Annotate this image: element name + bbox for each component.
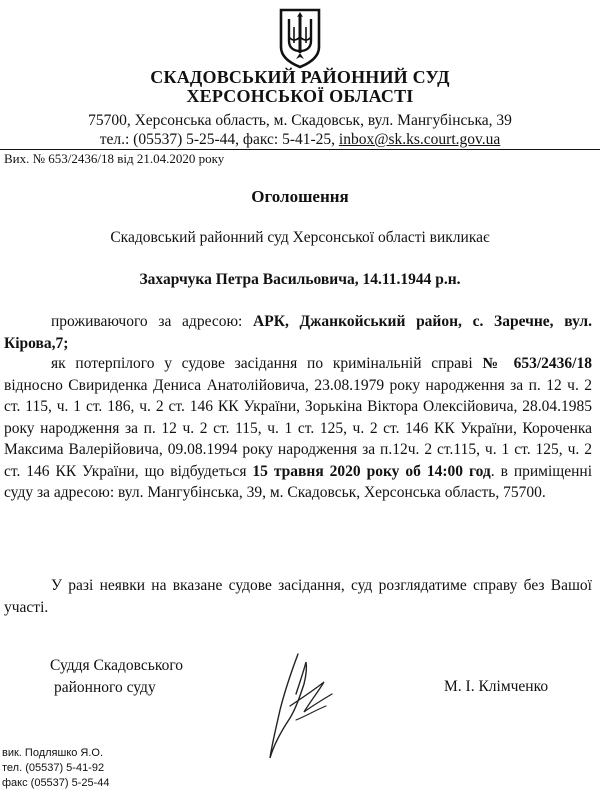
- role-prefix: як потерпілого у судове засідання по кримінальній справі: [51, 355, 483, 372]
- header-divider: [0, 149, 600, 150]
- executor-contacts: [2, 746, 110, 791]
- case-number: № 653/2436/18: [482, 355, 592, 372]
- outgoing-reference: Вих. № 653/2436/18 від 21.04.2020 року: [4, 151, 225, 166]
- case-details: відносно Свириденка Дениса Анатолійовича, 23.08.1979 року народження за п. 12 ч. 2 ст. 115, ч. 1 ст. 186, ч. 2 ст. 146 КК України, Зорькіна Віктора Олексійовича, 28.04.1985 року народження за п. 12 ч. 2 ст. 115, ч. 1 ст. 125, ч. 2 ст. 146 КК України, Короченка Максима Валерійовича, 09.08.1994 року народження за п.12ч. 2 ст.115, ч. 1 ст. 125, ч. 2 ст. 146 КК України, що відбудеться: [4, 376, 592, 480]
- judge-name: М. І. Клімченко: [444, 678, 549, 695]
- hearing-paragraph: [4, 353, 592, 504]
- court-name-line1: СКАДОВСЬКИЙ РАЙОННИЙ СУД: [150, 67, 450, 87]
- hearing-datetime: 15 травня 2020 року об 14:00 год: [252, 462, 491, 480]
- residence-address: АРК, Джанкойський район, с. Заречне, вул. Кірова,7;: [4, 313, 592, 352]
- judge-position: [50, 655, 183, 698]
- judge-position-line1: Суддя Скадовського: [50, 657, 184, 674]
- executor-phone: тел. (05537) 5-41-92: [2, 762, 105, 774]
- executor-name: вик. Подляшко Я.О.: [2, 747, 104, 759]
- contacts-phone-fax: тел.: (05537) 5-25-44, факс: 5-41-25,: [99, 131, 339, 148]
- residence-prefix: проживаючого за адресою:: [51, 313, 254, 330]
- executor-fax: факс (05537) 5-25-44: [2, 777, 110, 789]
- notice-intro: Скадовський районний суд Херсонської області викликає: [110, 229, 490, 246]
- judge-position-line2: районного суду: [54, 678, 156, 696]
- summoned-person: Захарчука Петра Васильовича, 14.11.1944 р.н.: [139, 271, 461, 288]
- court-email-link[interactable]: inbox@sk.ks.court.gov.ua: [338, 131, 501, 148]
- residence-paragraph: [4, 311, 592, 354]
- notice-title: Оголошення: [251, 187, 349, 206]
- court-address: 75700, Херсонська область, м. Скадовськ, вул. Мангубінська, 39: [88, 112, 512, 129]
- court-name-line2: ХЕРСОНСЬКОЇ ОБЛАСТІ: [186, 86, 414, 106]
- absence-warning: У разі неявки на вказане судове засідання, суд розглядатиме справу без Вашої участі.: [4, 577, 592, 616]
- court-contacts: [0, 130, 600, 149]
- trident-coat-of-arms-icon: [278, 7, 322, 69]
- judge-signature: [252, 646, 342, 766]
- hearing-place: . в приміщенні суду за адресою: вул. Мангубінська, 39, м. Скадовськ, Херсонська область, 75700.: [4, 462, 593, 501]
